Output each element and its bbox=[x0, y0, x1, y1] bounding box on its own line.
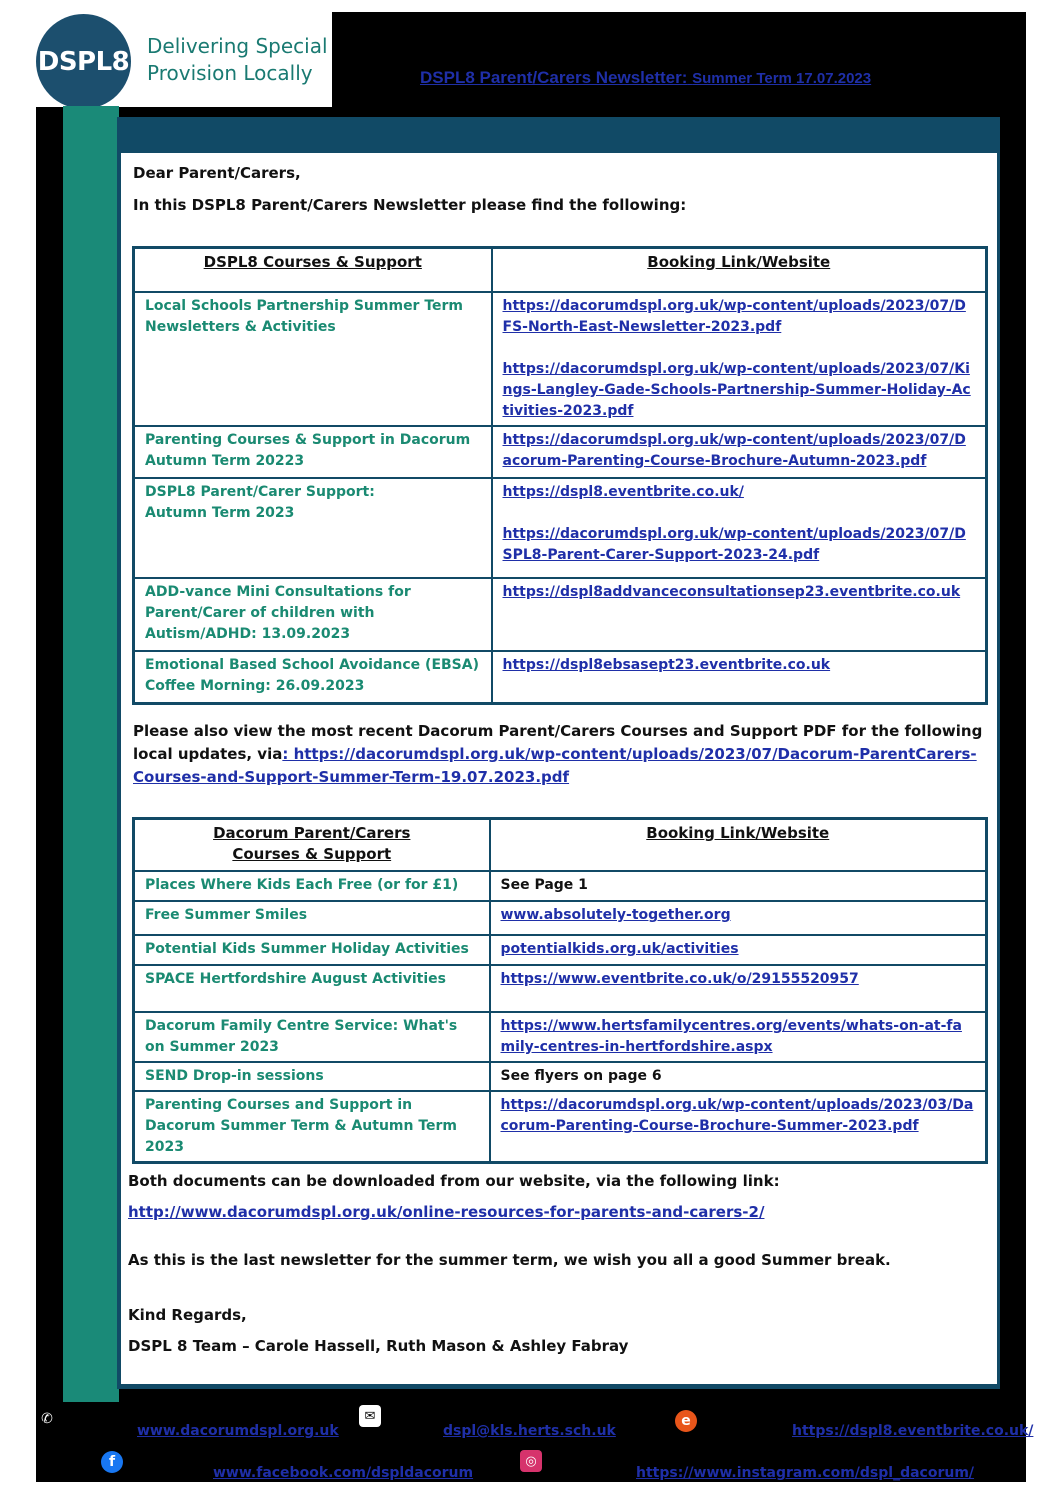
table-row bbox=[134, 1091, 987, 1163]
title-date: Summer Term 17.07.2023 bbox=[692, 70, 872, 87]
email-icon: ✉ bbox=[359, 1405, 381, 1427]
link-cell bbox=[492, 478, 987, 578]
phone-icon: ✆ bbox=[41, 1411, 53, 1427]
course-name-line: DSPL8 Parent/Carer Support: bbox=[145, 484, 375, 500]
website-link[interactable]: www.dacorumdspl.org.uk bbox=[137, 1423, 339, 1439]
course-name: Dacorum Family Centre Service: What's on Summer 2023 bbox=[134, 1012, 490, 1062]
paragraph-text: Please also view the most recent Dacorum Parent/Carers Courses and Support PDF for the following local updates, via bbox=[133, 722, 983, 763]
eventbrite-footer-link[interactable]: https://dspl8.eventbrite.co.uk/ bbox=[792, 1423, 1034, 1439]
table-header-row bbox=[134, 248, 987, 293]
space-link[interactable]: https://www.eventbrite.co.uk/o/29155520957 bbox=[500, 971, 859, 987]
course-name bbox=[134, 478, 492, 578]
kind-regards: Kind Regards, bbox=[128, 1306, 247, 1324]
team-signature: DSPL 8 Team – Carole Hassell, Ruth Mason & Ashley Fabray bbox=[128, 1337, 629, 1355]
consultation-link[interactable]: https://dspl8addvanceconsultationsep23.eventbrite.co.uk bbox=[502, 584, 961, 600]
column-header bbox=[134, 819, 490, 872]
intro-lead: In this DSPL8 Parent/Carers Newsletter please find the following: bbox=[133, 196, 687, 214]
link-cell bbox=[492, 578, 987, 651]
course-name: Emotional Based School Avoidance (EBSA) Coffee Morning: 26.09.2023 bbox=[134, 651, 492, 703]
link-cell bbox=[492, 292, 987, 426]
courses-pdf-link[interactable]: : https://dacorumdspl.org.uk/wp-content/uploads/2023/07/Dacorum-ParentCarers-Courses-and-Support-Summer-Term-19.07.2023.pdf bbox=[133, 745, 977, 786]
support-pdf-link[interactable]: https://dacorumdspl.org.uk/wp-content/uploads/2023/07/DSPL8-Parent-Carer-Support-2023-24.pdf bbox=[502, 526, 966, 563]
link-cell bbox=[490, 901, 987, 935]
link-cell bbox=[492, 651, 987, 703]
column-header: Booking Link/Website bbox=[490, 819, 987, 872]
summer-message: As this is the last newsletter for the summer term, we wish you all a good Summer break. bbox=[128, 1251, 891, 1269]
table-row bbox=[134, 1012, 987, 1062]
table-row bbox=[134, 578, 987, 651]
course-name: ADD-vance Mini Consultations for Parent/Carer of children with Autism/ADHD: 13.09.2023 bbox=[134, 578, 492, 651]
eventbrite-icon: e bbox=[675, 1410, 697, 1432]
facebook-icon: f bbox=[101, 1451, 123, 1473]
link-cell bbox=[492, 426, 987, 478]
resources-link[interactable]: http://www.dacorumdspl.org.uk/online-resources-for-parents-and-carers-2/ bbox=[128, 1203, 765, 1221]
title-main: DSPL8 Parent/Carers Newsletter: bbox=[420, 68, 688, 87]
table-row bbox=[134, 1062, 987, 1091]
link-cell bbox=[490, 935, 987, 965]
column-header-line: Dacorum Parent/Carers bbox=[213, 824, 411, 842]
dspl8-courses-table bbox=[132, 246, 988, 705]
link-cell bbox=[490, 965, 987, 1012]
dacorum-courses-table bbox=[132, 817, 988, 1164]
logo-tagline bbox=[147, 33, 328, 87]
table-row bbox=[134, 871, 987, 901]
downloads-text: Both documents can be downloaded from our website, via the following link: bbox=[128, 1172, 780, 1190]
column-header: DSPL8 Courses & Support bbox=[134, 248, 492, 293]
logo-line-1: Delivering Special bbox=[147, 34, 328, 58]
newsletter-link[interactable]: https://dacorumdspl.org.uk/wp-content/uploads/2023/07/DFS-North-East-Newsletter-2023.pdf bbox=[502, 298, 966, 335]
column-header-line: Courses & Support bbox=[232, 845, 392, 863]
course-name: Local Schools Partnership Summer Term Newsletters & Activities bbox=[134, 292, 492, 426]
dspl8-logo bbox=[36, 14, 131, 109]
course-name: Places Where Kids Each Free (or for £1) bbox=[134, 871, 490, 901]
greeting: Dear Parent/Carers, bbox=[133, 164, 301, 182]
logo-line-2: Provision Locally bbox=[147, 61, 313, 85]
brochure-summer-link[interactable]: https://dacorumdspl.org.uk/wp-content/uploads/2023/03/Dacorum-Parenting-Course-Brochure-Summer-2023.pdf bbox=[500, 1097, 974, 1134]
table-row bbox=[134, 935, 987, 965]
table-row bbox=[134, 478, 987, 578]
course-name: SPACE Hertfordshire August Activities bbox=[134, 965, 490, 1012]
instagram-icon: ◎ bbox=[520, 1450, 542, 1472]
potentialkids-link[interactable]: potentialkids.org.uk/activities bbox=[500, 941, 739, 957]
brochure-link[interactable]: https://dacorumdspl.org.uk/wp-content/uploads/2023/07/Dacorum-Parenting-Course-Brochure-Autumn-2023.pdf bbox=[502, 432, 966, 469]
together-link[interactable]: www.absolutely-together.org bbox=[500, 907, 731, 923]
link-cell bbox=[490, 1012, 987, 1062]
course-name: Potential Kids Summer Holiday Activities bbox=[134, 935, 490, 965]
logo-short-text: DSPL8 bbox=[37, 46, 130, 77]
ebsa-link[interactable]: https://dspl8ebsasept23.eventbrite.co.uk bbox=[502, 657, 831, 673]
course-name: Free Summer Smiles bbox=[134, 901, 490, 935]
link-cell bbox=[490, 1091, 987, 1163]
table-row bbox=[134, 901, 987, 935]
value-text: See flyers on page 6 bbox=[490, 1062, 987, 1091]
table-header-row bbox=[134, 819, 987, 872]
column-header: Booking Link/Website bbox=[492, 248, 987, 293]
table-row bbox=[134, 292, 987, 426]
course-name: Parenting Courses & Support in Dacorum Autumn Term 20223 bbox=[134, 426, 492, 478]
course-name-line: Autumn Term 2023 bbox=[145, 505, 295, 521]
familycentres-link[interactable]: https://www.hertsfamilycentres.org/events/whats-on-at-family-centres-in-hertfordshire.aspx bbox=[500, 1018, 962, 1055]
table-row bbox=[134, 965, 987, 1012]
facebook-link[interactable]: www.facebook.com/dspldacorum bbox=[213, 1465, 474, 1481]
table-row bbox=[134, 426, 987, 478]
course-name: SEND Drop-in sessions bbox=[134, 1062, 490, 1091]
course-name: Parenting Courses and Support in Dacorum Summer Term & Autumn Term 2023 bbox=[134, 1091, 490, 1163]
newsletter-title bbox=[420, 68, 1000, 88]
teal-side-bar bbox=[63, 106, 119, 1402]
email-link[interactable]: dspl@kls.herts.sch.uk bbox=[443, 1423, 616, 1439]
instagram-link[interactable]: https://www.instagram.com/dspl_dacorum/ bbox=[636, 1465, 975, 1481]
activities-link[interactable]: https://dacorumdspl.org.uk/wp-content/uploads/2023/07/Kings-Langley-Gade-Schools-Partnership-Summer-Holiday-Activities-2023.pdf bbox=[502, 361, 971, 419]
value-text: See Page 1 bbox=[490, 871, 987, 901]
eventbrite-link[interactable]: https://dspl8.eventbrite.co.uk/ bbox=[502, 484, 744, 500]
courses-pdf-paragraph bbox=[133, 720, 993, 789]
table-row bbox=[134, 651, 987, 703]
